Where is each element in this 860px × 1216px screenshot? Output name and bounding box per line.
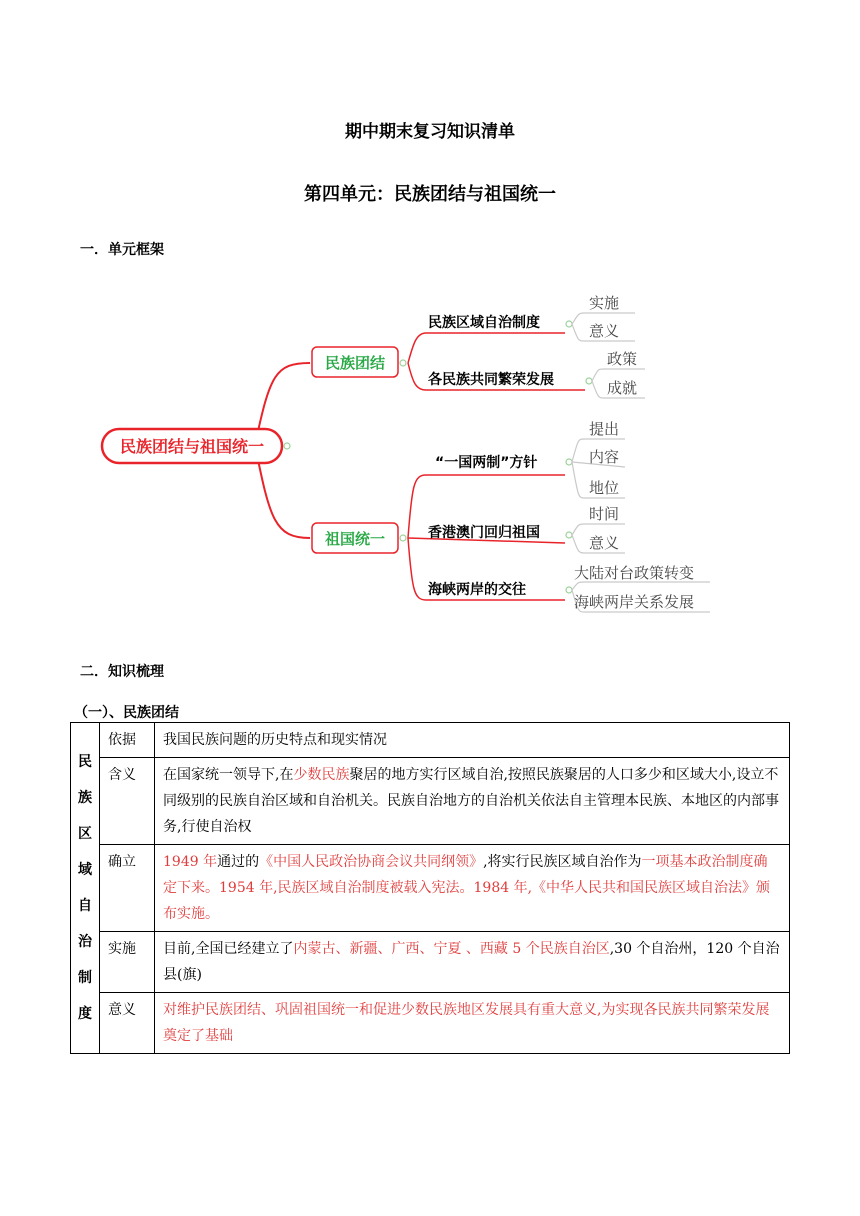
leaf-yiyi-2: 意义 (589, 534, 620, 552)
leaf-zhengce: 政策 (607, 350, 638, 368)
row-label: 确立 (100, 845, 155, 932)
branch1-dot (400, 360, 406, 366)
section-framework-heading: 一．单元框架 (80, 242, 164, 258)
leaf-yiyi: 意义 (589, 322, 620, 340)
highlight-text: 少数民族 (293, 767, 350, 783)
leaf-cross-strait: 海峡两岸关系发展 (574, 593, 695, 611)
body-text: 通过的 (217, 854, 260, 870)
root-node-label: 民族团结与祖国统一 (119, 437, 265, 456)
b2-item1-label: “一国两制”方针 (435, 455, 538, 471)
mind-map (90, 285, 740, 630)
leaf-line (572, 582, 710, 590)
b1-item2-dot (586, 378, 592, 384)
row-content (155, 723, 790, 758)
b1-item1-label: 民族区域自治制度 (428, 315, 540, 331)
body-text: 我国民族问题的历史特点和现实情况 (163, 732, 387, 748)
leaf-tichu: 提出 (589, 420, 620, 438)
b2-item2-label: 香港澳门回归祖国 (428, 525, 540, 541)
row-label: 含义 (100, 758, 155, 845)
branch-ethnic-unity-label: 民族团结 (324, 354, 386, 372)
row-label: 依据 (100, 723, 155, 758)
table-row (71, 758, 790, 845)
row-group-char: 区 (78, 826, 92, 842)
leaf-diwei: 地位 (589, 479, 620, 497)
section-knowledge-heading: 二．知识梳理 (80, 664, 164, 680)
highlight-text: 内蒙古、新疆、广西、宁夏 、西藏 5 个民族自治区 (293, 941, 610, 957)
b2-item2-dot (566, 532, 572, 538)
unit-title: 第四单元：民族团结与祖国统一 (304, 184, 556, 205)
connector-b1-item1 (408, 333, 565, 363)
row-content (155, 993, 790, 1054)
body-text: 目前,全国已经建立了 (163, 941, 294, 957)
b2-item1-dot (566, 459, 572, 465)
highlight-text: 对维护民族团结、巩固祖国统一和促进少数民族地区发展具有重大意义,为实现各民族共同繁荣发展奠定了基础 (163, 1002, 770, 1044)
regional-autonomy-table (70, 722, 790, 1054)
body-text: 在国家统一领导下,在 (163, 767, 294, 783)
b1-item2-label: 各民族共同繁荣发展 (428, 372, 554, 388)
row-group-char: 自 (78, 898, 92, 914)
row-label: 意义 (100, 993, 155, 1054)
table-row (71, 723, 790, 758)
leaf-neirong: 内容 (589, 448, 620, 466)
body-text: ,将实行民族区域自治作为 (483, 854, 642, 870)
body-text: 聚居的地方实行区域自治,按照民族聚居的人口多少和区域大小,设立不同级别的民族自治区域和自治机关。民族自治地方的自治机关依法自主管理本民族、本地区的内部事务,行使自治权 (163, 767, 779, 835)
leaf-chengjiu: 成就 (607, 379, 638, 397)
body-text: ,30 个自治州，120 个自治县(旗) (163, 941, 780, 983)
root-dot (284, 443, 290, 449)
b2-item3-label: 海峡两岸的交往 (428, 582, 526, 598)
row-label: 实施 (100, 932, 155, 993)
highlight-text: 一项基本政治制度确定下来。1954 年,民族区域自治制度被载入宪法。1984 年,《中华人民共和国民族区域自治法》颁布实施。 (163, 854, 771, 922)
row-group-char: 域 (78, 862, 92, 878)
row-group-char: 族 (78, 790, 92, 806)
leaf-shijian: 时间 (589, 505, 620, 523)
row-group-char: 制 (78, 970, 92, 986)
leaf-shishi: 实施 (589, 294, 620, 312)
b1-item1-dot (566, 321, 572, 327)
row-content (155, 758, 790, 845)
leaf-mainland-policy: 大陆对台政策转变 (574, 564, 695, 582)
branch2-dot (400, 535, 406, 541)
table-row (71, 845, 790, 932)
document-title: 期中期末复习知识清单 (345, 122, 515, 142)
row-group-char: 治 (78, 934, 92, 950)
row-content (155, 932, 790, 993)
table-row (71, 932, 790, 993)
branch-reunification-label: 祖国统一 (324, 530, 386, 548)
highlight-text: 《中国人民政治协商会议共同纲领》 (259, 854, 484, 870)
b2-item3-dot (566, 587, 572, 593)
row-group-header (71, 723, 100, 1054)
table-row (71, 993, 790, 1054)
row-group-char: 民 (78, 754, 92, 770)
row-group-char: 度 (78, 1006, 92, 1022)
highlight-text: 1949 年 (163, 854, 218, 870)
row-content (155, 845, 790, 932)
subsection-ethnic-unity-heading: （一）、民族团结 (74, 705, 179, 721)
